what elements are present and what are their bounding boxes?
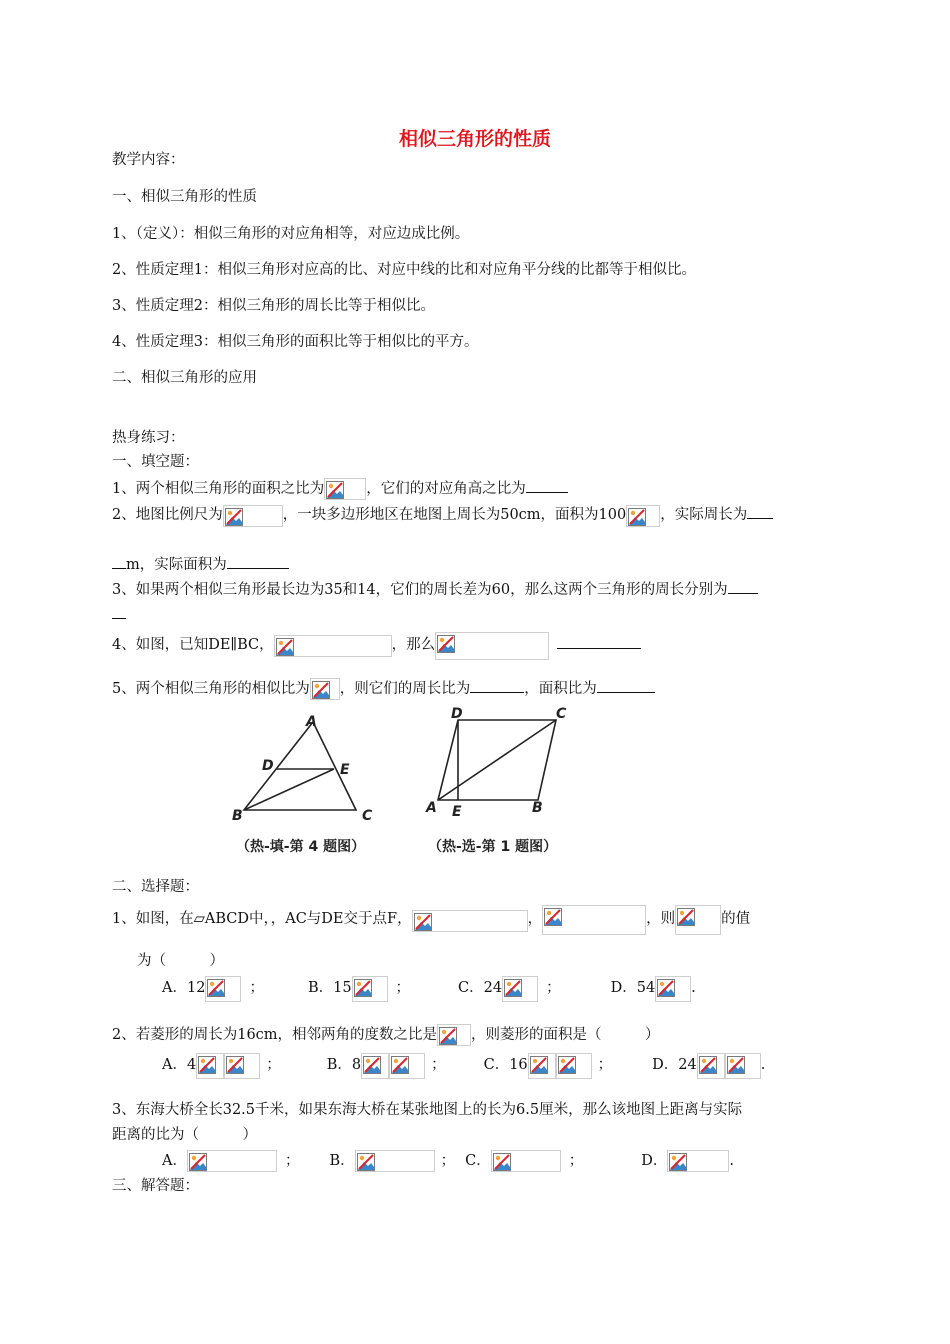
- choice-q2-text-2: ，则菱形的面积是（ ）: [471, 1027, 660, 1043]
- option-separator: ；: [440, 1153, 456, 1169]
- formula-image: [355, 1150, 435, 1172]
- option-d[interactable]: D．: [641, 1153, 668, 1169]
- formula-image: [310, 678, 340, 700]
- fill-question-5: [112, 677, 655, 700]
- answer-blank[interactable]: [747, 503, 773, 519]
- broken-image-icon: [357, 1153, 375, 1171]
- answer-blank[interactable]: [728, 578, 758, 594]
- broken-image-icon: [504, 979, 522, 997]
- vertex-label-e: E: [452, 804, 462, 820]
- answer-blank[interactable]: [557, 633, 641, 649]
- fill-q2-text-3: ，实际周长为: [660, 507, 748, 523]
- option-b[interactable]: B．: [329, 1153, 355, 1169]
- choice-question-3-cont: 距离的比为（ ）: [112, 1127, 257, 1143]
- formula-image: [667, 1150, 729, 1172]
- vertex-label-b: B: [532, 800, 543, 816]
- fill-q5-text-3: ，面积比为: [524, 681, 597, 697]
- option-c[interactable]: C．24: [458, 980, 503, 996]
- choice-q2-text: 2、若菱形的周长为16cm，相邻两角的度数之比是: [112, 1027, 438, 1043]
- fill-q4-text-2: ，那么: [391, 637, 436, 653]
- vertex-label-d: D: [451, 706, 463, 722]
- broken-image-icon: [225, 508, 243, 526]
- figure-2-caption: （热-选-第 1 题图）: [428, 839, 558, 855]
- choice-q1-text-4: 的值: [721, 911, 751, 927]
- choice-q2-options: [162, 1053, 765, 1079]
- fill-q1-text-2: ，它们的对应角高之比为: [366, 481, 526, 497]
- broken-image-icon: [326, 481, 344, 499]
- option-a[interactable]: A．12: [162, 980, 206, 996]
- vertex-label-d: D: [262, 758, 274, 774]
- option-c[interactable]: C．16: [483, 1057, 528, 1073]
- broken-image-icon: [198, 1056, 216, 1074]
- option-d[interactable]: D．54: [610, 980, 656, 996]
- section-application-heading: 二、相似三角形的应用: [112, 370, 257, 386]
- broken-image-icon: [544, 908, 562, 926]
- option-separator: ；: [284, 1153, 300, 1169]
- formula-image: [274, 635, 392, 657]
- option-terminator: .: [760, 1057, 766, 1073]
- vertex-label-c: C: [556, 706, 567, 722]
- choice-q1-options: [162, 976, 696, 1002]
- choice-q1-text: 1、如图，在▱ABCD中，，AC与DE交于点F，: [112, 911, 412, 927]
- formula-image: [675, 905, 721, 935]
- vertex-label-a: A: [426, 800, 437, 816]
- formula-image: [224, 1053, 260, 1079]
- formula-image: [491, 1150, 561, 1172]
- choice-question-2: [112, 1024, 660, 1046]
- fill-q1-text: 1、两个相似三角形的面积之比为: [112, 481, 325, 497]
- option-separator: ；: [266, 1057, 281, 1073]
- answer-section-heading: 三、解答题：: [112, 1178, 199, 1194]
- option-b[interactable]: B．8: [326, 1057, 362, 1073]
- formula-image: [697, 1053, 725, 1079]
- theorem-3-item: 4、性质定理3：相似三角形的面积比等于相似比的平方。: [112, 334, 479, 350]
- formula-image: [725, 1053, 761, 1079]
- vertex-label-c: C: [362, 808, 373, 824]
- option-a[interactable]: A．: [162, 1153, 187, 1169]
- fill-section-heading: 一、填空题：: [112, 454, 199, 470]
- option-terminator: .: [729, 1153, 734, 1169]
- theorem-2-item: 3、性质定理2：相似三角形的周长比等于相似比。: [112, 298, 435, 314]
- answer-blank[interactable]: [112, 603, 126, 619]
- vertex-label-e: E: [340, 762, 350, 778]
- broken-image-icon: [628, 508, 646, 526]
- broken-image-icon: [530, 1056, 548, 1074]
- fill-q2-text-4: m，实际面积为: [126, 557, 227, 573]
- broken-image-icon: [699, 1056, 717, 1074]
- answer-blank[interactable]: [526, 477, 568, 493]
- choice-question-1-cont: 为（ ）: [137, 953, 224, 969]
- broken-image-icon: [312, 681, 330, 699]
- fill-question-3: [112, 578, 758, 600]
- vertex-label-b: B: [232, 808, 243, 824]
- option-c[interactable]: C．: [465, 1153, 491, 1169]
- page-title: 相似三角形的性质: [398, 128, 551, 150]
- option-separator: ；: [568, 1153, 584, 1169]
- option-separator: ；: [431, 1057, 446, 1073]
- definition-item: 1、（定义）：相似三角形的对应角相等，对应边成比例。: [112, 226, 470, 242]
- formula-image: [655, 976, 691, 1002]
- fill-q3-text: 3、如果两个相似三角形最长边为35和14，它们的周长差为60，那么这两个三角形的周长分别为: [112, 582, 728, 598]
- formula-image: [502, 976, 538, 1002]
- option-separator: ；: [597, 1057, 613, 1073]
- formula-image: [223, 505, 283, 527]
- formula-image: [542, 905, 646, 935]
- broken-image-icon: [189, 1153, 207, 1171]
- broken-image-icon: [363, 1056, 381, 1074]
- fill-question-3-cont: [112, 603, 126, 625]
- broken-image-icon: [391, 1056, 409, 1074]
- option-separator: ；: [249, 980, 264, 996]
- broken-image-icon: [493, 1153, 511, 1171]
- choice-q1-text-3: ，则: [646, 911, 676, 927]
- warmup-label: 热身练习：: [112, 430, 185, 446]
- formula-image: [196, 1053, 224, 1079]
- formula-image: [626, 505, 660, 527]
- fill-q2-text-2: ，一块多边形地区在地图上周长为50cm，面积为100: [282, 507, 627, 523]
- formula-image: [361, 1053, 389, 1079]
- triangle-figure: [228, 712, 388, 830]
- fill-question-1: [112, 477, 568, 500]
- choice-question-1: [112, 905, 750, 935]
- broken-image-icon: [226, 1056, 244, 1074]
- vertex-label-a: A: [306, 714, 317, 730]
- formula-image: [352, 976, 388, 1002]
- answer-blank[interactable]: [470, 677, 524, 693]
- option-d[interactable]: D．24: [652, 1057, 697, 1073]
- formula-image: [528, 1053, 556, 1079]
- option-a[interactable]: A．4: [162, 1057, 197, 1073]
- teaching-content-label: 教学内容：: [112, 152, 185, 168]
- option-b[interactable]: B．15: [307, 980, 352, 996]
- broken-image-icon: [677, 908, 695, 926]
- formula-image: [187, 1150, 277, 1172]
- broken-image-icon: [207, 979, 225, 997]
- broken-image-icon: [669, 1153, 687, 1171]
- fill-question-2-cont: [112, 553, 289, 575]
- choice-q3-options: [162, 1150, 734, 1172]
- formula-image: [205, 976, 241, 1002]
- broken-image-icon: [354, 979, 372, 997]
- broken-image-icon: [727, 1056, 745, 1074]
- broken-image-icon: [414, 913, 432, 931]
- choice-q1-text-2: ，: [527, 911, 543, 927]
- formula-image: [435, 632, 549, 660]
- broken-image-icon: [437, 635, 455, 653]
- formula-image: [389, 1053, 425, 1079]
- fill-question-4: [112, 632, 641, 660]
- option-separator: ；: [395, 980, 411, 996]
- section-properties-heading: 一、相似三角形的性质: [112, 189, 257, 205]
- formula-image: [412, 910, 528, 932]
- choice-question-3: 3、东海大桥全长32.5千米，如果东海大桥在某张地图上的长为6.5厘米，那么该地图上距离与实际: [112, 1102, 743, 1118]
- fill-question-2: [112, 503, 773, 527]
- answer-blank[interactable]: [227, 553, 289, 569]
- broken-image-icon: [439, 1027, 457, 1045]
- formula-image: [437, 1024, 471, 1046]
- figure-1-caption: （热-填-第 4 题图）: [236, 839, 366, 855]
- broken-image-icon: [276, 638, 294, 656]
- answer-blank[interactable]: [597, 677, 655, 693]
- fill-q2-text: 2、地图比例尺为: [112, 507, 223, 523]
- fill-q5-text-2: ，则它们的周长比为: [339, 681, 471, 697]
- fill-q5-text: 5、两个相似三角形的相似比为: [112, 681, 310, 697]
- broken-image-icon: [558, 1056, 576, 1074]
- formula-image: [556, 1053, 592, 1079]
- answer-blank[interactable]: [112, 553, 126, 569]
- parallelogram-figure: [420, 702, 580, 824]
- fill-q4-text: 4、如图，已知DE∥BC，: [112, 637, 274, 653]
- broken-image-icon: [657, 979, 675, 997]
- option-separator: ；: [546, 980, 561, 996]
- option-terminator: .: [691, 980, 696, 996]
- formula-image: [324, 478, 366, 500]
- theorem-1-item: 2、性质定理1：相似三角形对应高的比、对应中线的比和对应角平分线的比都等于相似比。: [112, 262, 696, 278]
- choice-section-heading: 二、选择题：: [112, 879, 199, 895]
